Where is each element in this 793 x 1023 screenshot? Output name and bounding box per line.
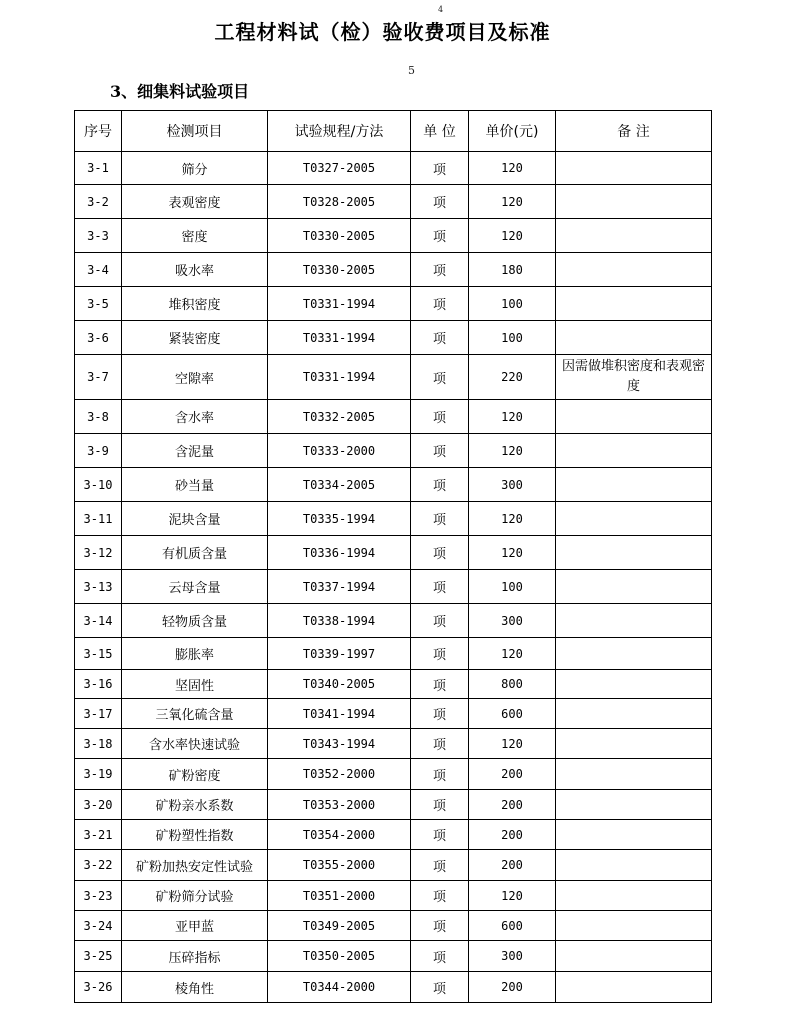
cell-unit: 项 bbox=[411, 253, 469, 287]
cell-unit: 项 bbox=[411, 850, 469, 881]
cell-item: 矿粉塑性指数 bbox=[122, 820, 268, 850]
table-row bbox=[75, 570, 712, 604]
cell-method: T0354-2000 bbox=[268, 820, 411, 850]
cell-unit: 项 bbox=[411, 355, 469, 400]
cell-unit: 项 bbox=[411, 185, 469, 219]
cell-code: 3-3 bbox=[75, 219, 122, 253]
header-unit: 单 位 bbox=[411, 111, 469, 152]
table-row bbox=[75, 881, 712, 911]
table-row bbox=[75, 820, 712, 850]
cell-item: 空隙率 bbox=[122, 355, 268, 400]
cell-price: 180 bbox=[469, 253, 556, 287]
cell-note bbox=[556, 670, 712, 699]
cell-item: 密度 bbox=[122, 219, 268, 253]
cell-price: 120 bbox=[469, 536, 556, 570]
cell-code: 3-15 bbox=[75, 638, 122, 670]
table-row bbox=[75, 790, 712, 820]
cell-method: T0349-2005 bbox=[268, 911, 411, 941]
cell-note bbox=[556, 536, 712, 570]
cell-price: 100 bbox=[469, 570, 556, 604]
page-title: 工程材料试（检）验收费项目及标准 bbox=[214, 20, 551, 44]
cell-method: T0331-1994 bbox=[268, 287, 411, 321]
cell-code: 3-7 bbox=[75, 355, 122, 400]
cell-note bbox=[556, 152, 712, 185]
cell-item: 吸水率 bbox=[122, 253, 268, 287]
cell-unit: 项 bbox=[411, 972, 469, 1003]
cell-note bbox=[556, 911, 712, 941]
cell-unit: 项 bbox=[411, 941, 469, 972]
cell-unit: 项 bbox=[411, 219, 469, 253]
cell-code: 3-8 bbox=[75, 400, 122, 434]
table-row bbox=[75, 434, 712, 468]
cell-price: 600 bbox=[469, 699, 556, 729]
cell-price: 100 bbox=[469, 321, 556, 355]
cell-method: T0334-2005 bbox=[268, 468, 411, 502]
cell-price: 220 bbox=[469, 355, 556, 400]
cell-method: T0351-2000 bbox=[268, 881, 411, 911]
cell-note bbox=[556, 604, 712, 638]
cell-item: 棱角性 bbox=[122, 972, 268, 1003]
cell-unit: 项 bbox=[411, 638, 469, 670]
fee-table bbox=[74, 110, 712, 1003]
table-row bbox=[75, 400, 712, 434]
table-row bbox=[75, 287, 712, 321]
cell-code: 3-1 bbox=[75, 152, 122, 185]
cell-price: 100 bbox=[469, 287, 556, 321]
cell-unit: 项 bbox=[411, 434, 469, 468]
cell-item: 表观密度 bbox=[122, 185, 268, 219]
cell-method: T0333-2000 bbox=[268, 434, 411, 468]
page-marker-mid: 5 bbox=[408, 64, 415, 77]
cell-price: 120 bbox=[469, 638, 556, 670]
cell-item: 泥块含量 bbox=[122, 502, 268, 536]
cell-price: 120 bbox=[469, 729, 556, 759]
cell-note bbox=[556, 941, 712, 972]
cell-method: T0339-1997 bbox=[268, 638, 411, 670]
cell-item: 矿粉加热安定性试验 bbox=[122, 850, 268, 881]
cell-item: 三氧化硫含量 bbox=[122, 699, 268, 729]
cell-unit: 项 bbox=[411, 881, 469, 911]
cell-code: 3-26 bbox=[75, 972, 122, 1003]
cell-item: 砂当量 bbox=[122, 468, 268, 502]
cell-unit: 项 bbox=[411, 820, 469, 850]
cell-price: 120 bbox=[469, 400, 556, 434]
cell-note bbox=[556, 790, 712, 820]
cell-unit: 项 bbox=[411, 670, 469, 699]
cell-note bbox=[556, 972, 712, 1003]
table-row bbox=[75, 604, 712, 638]
cell-method: T0331-1994 bbox=[268, 355, 411, 400]
cell-code: 3-19 bbox=[75, 759, 122, 790]
cell-item: 紧装密度 bbox=[122, 321, 268, 355]
cell-price: 300 bbox=[469, 468, 556, 502]
cell-price: 120 bbox=[469, 434, 556, 468]
section-title: 3、细集料试验项目 bbox=[110, 82, 250, 101]
cell-item: 膨胀率 bbox=[122, 638, 268, 670]
cell-method: T0352-2000 bbox=[268, 759, 411, 790]
cell-code: 3-6 bbox=[75, 321, 122, 355]
cell-price: 300 bbox=[469, 941, 556, 972]
cell-method: T0353-2000 bbox=[268, 790, 411, 820]
cell-method: T0331-1994 bbox=[268, 321, 411, 355]
cell-code: 3-11 bbox=[75, 502, 122, 536]
table-row bbox=[75, 355, 712, 400]
cell-unit: 项 bbox=[411, 502, 469, 536]
cell-item: 筛分 bbox=[122, 152, 268, 185]
cell-note bbox=[556, 321, 712, 355]
cell-code: 3-24 bbox=[75, 911, 122, 941]
cell-code: 3-12 bbox=[75, 536, 122, 570]
cell-item: 含泥量 bbox=[122, 434, 268, 468]
cell-price: 120 bbox=[469, 152, 556, 185]
table-header-row bbox=[75, 111, 712, 152]
cell-note bbox=[556, 729, 712, 759]
header-price: 单价(元) bbox=[469, 111, 556, 152]
cell-price: 120 bbox=[469, 881, 556, 911]
table-row bbox=[75, 219, 712, 253]
cell-price: 200 bbox=[469, 820, 556, 850]
cell-price: 200 bbox=[469, 790, 556, 820]
cell-code: 3-17 bbox=[75, 699, 122, 729]
cell-note bbox=[556, 638, 712, 670]
cell-code: 3-18 bbox=[75, 729, 122, 759]
cell-method: T0355-2000 bbox=[268, 850, 411, 881]
cell-code: 3-21 bbox=[75, 820, 122, 850]
header-item: 检测项目 bbox=[122, 111, 268, 152]
header-code: 序号 bbox=[75, 111, 122, 152]
cell-code: 3-10 bbox=[75, 468, 122, 502]
cell-code: 3-23 bbox=[75, 881, 122, 911]
cell-method: T0332-2005 bbox=[268, 400, 411, 434]
cell-code: 3-2 bbox=[75, 185, 122, 219]
cell-unit: 项 bbox=[411, 152, 469, 185]
cell-price: 120 bbox=[469, 219, 556, 253]
table-row bbox=[75, 321, 712, 355]
cell-price: 300 bbox=[469, 604, 556, 638]
cell-price: 200 bbox=[469, 850, 556, 881]
table-body bbox=[75, 152, 712, 1003]
cell-item: 堆积密度 bbox=[122, 287, 268, 321]
cell-price: 120 bbox=[469, 185, 556, 219]
cell-note bbox=[556, 185, 712, 219]
cell-note bbox=[556, 434, 712, 468]
cell-note bbox=[556, 881, 712, 911]
table-row bbox=[75, 972, 712, 1003]
cell-code: 3-20 bbox=[75, 790, 122, 820]
cell-unit: 项 bbox=[411, 468, 469, 502]
cell-code: 3-5 bbox=[75, 287, 122, 321]
header-note: 备 注 bbox=[556, 111, 712, 152]
header-method: 试验规程/方法 bbox=[268, 111, 411, 152]
cell-method: T0328-2005 bbox=[268, 185, 411, 219]
cell-unit: 项 bbox=[411, 321, 469, 355]
cell-method: T0336-1994 bbox=[268, 536, 411, 570]
cell-method: T0344-2000 bbox=[268, 972, 411, 1003]
cell-note bbox=[556, 850, 712, 881]
cell-method: T0340-2005 bbox=[268, 670, 411, 699]
cell-item: 轻物质含量 bbox=[122, 604, 268, 638]
table-row bbox=[75, 759, 712, 790]
cell-unit: 项 bbox=[411, 790, 469, 820]
table-row bbox=[75, 850, 712, 881]
cell-method: T0330-2005 bbox=[268, 253, 411, 287]
table-row bbox=[75, 536, 712, 570]
cell-code: 3-13 bbox=[75, 570, 122, 604]
cell-code: 3-4 bbox=[75, 253, 122, 287]
table-row bbox=[75, 152, 712, 185]
cell-unit: 项 bbox=[411, 570, 469, 604]
cell-unit: 项 bbox=[411, 729, 469, 759]
cell-price: 200 bbox=[469, 972, 556, 1003]
cell-item: 坚固性 bbox=[122, 670, 268, 699]
table-row bbox=[75, 699, 712, 729]
table-row bbox=[75, 729, 712, 759]
cell-note bbox=[556, 219, 712, 253]
cell-code: 3-14 bbox=[75, 604, 122, 638]
cell-note bbox=[556, 502, 712, 536]
cell-method: T0327-2005 bbox=[268, 152, 411, 185]
cell-code: 3-9 bbox=[75, 434, 122, 468]
cell-code: 3-16 bbox=[75, 670, 122, 699]
cell-method: T0341-1994 bbox=[268, 699, 411, 729]
cell-method: T0330-2005 bbox=[268, 219, 411, 253]
cell-item: 矿粉筛分试验 bbox=[122, 881, 268, 911]
table-row bbox=[75, 638, 712, 670]
cell-item: 有机质含量 bbox=[122, 536, 268, 570]
table-row bbox=[75, 670, 712, 699]
cell-price: 800 bbox=[469, 670, 556, 699]
cell-item: 云母含量 bbox=[122, 570, 268, 604]
cell-item: 压碎指标 bbox=[122, 941, 268, 972]
cell-code: 3-22 bbox=[75, 850, 122, 881]
cell-method: T0350-2005 bbox=[268, 941, 411, 972]
cell-note bbox=[556, 400, 712, 434]
cell-note bbox=[556, 759, 712, 790]
table-row bbox=[75, 502, 712, 536]
cell-unit: 项 bbox=[411, 536, 469, 570]
cell-item: 矿粉亲水系数 bbox=[122, 790, 268, 820]
cell-item: 含水率 bbox=[122, 400, 268, 434]
cell-price: 120 bbox=[469, 502, 556, 536]
cell-item: 亚甲蓝 bbox=[122, 911, 268, 941]
cell-method: T0335-1994 bbox=[268, 502, 411, 536]
cell-unit: 项 bbox=[411, 400, 469, 434]
cell-note bbox=[556, 253, 712, 287]
cell-unit: 项 bbox=[411, 604, 469, 638]
table-row bbox=[75, 911, 712, 941]
cell-code: 3-25 bbox=[75, 941, 122, 972]
cell-note bbox=[556, 287, 712, 321]
cell-note bbox=[556, 570, 712, 604]
cell-unit: 项 bbox=[411, 287, 469, 321]
cell-method: T0343-1994 bbox=[268, 729, 411, 759]
table-row bbox=[75, 253, 712, 287]
cell-method: T0337-1994 bbox=[268, 570, 411, 604]
cell-note bbox=[556, 468, 712, 502]
table-row bbox=[75, 185, 712, 219]
table-row bbox=[75, 941, 712, 972]
cell-unit: 项 bbox=[411, 911, 469, 941]
cell-note bbox=[556, 699, 712, 729]
cell-note bbox=[556, 820, 712, 850]
cell-unit: 项 bbox=[411, 759, 469, 790]
page-marker-top: 4 bbox=[438, 5, 444, 14]
cell-note: 因需做堆积密度和表观密度 bbox=[556, 355, 712, 400]
table-row bbox=[75, 468, 712, 502]
cell-method: T0338-1994 bbox=[268, 604, 411, 638]
cell-price: 200 bbox=[469, 759, 556, 790]
cell-item: 矿粉密度 bbox=[122, 759, 268, 790]
cell-price: 600 bbox=[469, 911, 556, 941]
cell-item: 含水率快速试验 bbox=[122, 729, 268, 759]
cell-unit: 项 bbox=[411, 699, 469, 729]
